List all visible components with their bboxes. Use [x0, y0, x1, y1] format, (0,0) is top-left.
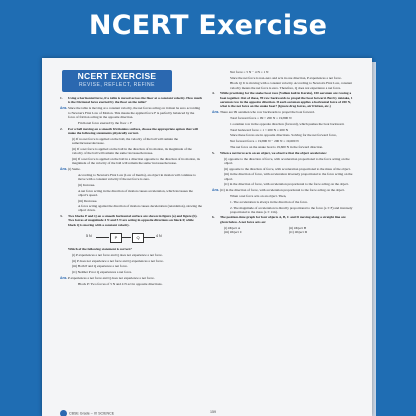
option-item: (i) P experiences a net force and Q does not experience a net force.	[72, 252, 163, 257]
option-item: (iv) in the direction of force, with acceleration proportional to the force acting on the object.	[224, 182, 349, 187]
question-text: While practising for the snake boat race (Vallam kali in Kerala), 100 oarsmen are rowing a boat together. Out of these, 99 row backwards to propel the boat forward. But by mistake, 1 oarsman row in the opposite direction. If each oarsman applies a horizontal force of 200 N, what is the net force on the snake boat? (Ignore drag forces, air friction, etc.)	[220, 91, 353, 108]
question-text: Using a horizontal force, if a table is moved across the floor at a constant velocity. How much is the frictional force exerted by the floor on the table?	[68, 96, 203, 105]
question	[60, 127, 202, 135]
explanation-text: According to Newton's First Law (Law of Inertia), an object in motion will continue to move with a constant velocity if the net force is zero.	[78, 173, 196, 182]
answer-text: P experiences a net force and Q does not experience a net force.	[68, 275, 155, 280]
exercise-heading-subtitle: REVISE, REFLECT, REFINE	[79, 82, 155, 88]
force-label-right: 4 N	[156, 233, 162, 238]
connector-line	[121, 237, 131, 238]
answer	[60, 106, 202, 119]
option-item: (iii) If a net force is applied on the ball in a direction opposite to the direction of its motion, its magnitude of the velocity of the ball will remain the same/ increase/decrease.	[72, 156, 200, 166]
option-item: (iv) Object D	[289, 230, 308, 235]
explanation-text: Total forward force = 99 × 200 N = 19,800 N	[230, 116, 292, 121]
block-p: P	[110, 233, 122, 243]
footer-book-title: CBSE Grade – IX SCIENCE	[69, 411, 115, 416]
explanation-text: Net force = 5 N − 4 N = 1 N	[230, 70, 269, 74]
question-text: For a ball moving on a smooth frictionless surface, choose the appropriate option that will make the following statements physically correct.	[68, 126, 198, 135]
answer-text: There are 99 oarsmen who row backwards to propel the boat forward.	[220, 110, 315, 115]
explanation-text: Since the net force is non-zero and acts in one direction, P experiences a net force.	[230, 75, 342, 80]
option-item: (iii) in the direction of force, with acceleration inversely proportional to the force acting on the object.	[224, 172, 353, 181]
option-item: (ii) If a net force is applied on the ball in the direction of its motion, its magnitude of the velocity of the ball will remain the same/ increase/decrease.	[72, 147, 192, 156]
option-item: (iii) Object C	[224, 230, 243, 235]
answer-tag: Ans.	[60, 106, 68, 111]
left-column	[60, 96, 202, 288]
explanation-text: Net forward force = 19,800 N − 200 N = 19,600 N	[230, 139, 299, 144]
answer	[60, 276, 202, 280]
answer-tag: Ans.	[60, 166, 68, 171]
question	[212, 151, 354, 155]
explanation-text: The net force on the snake boat is 19,600 N in the forward direction.	[230, 144, 323, 149]
answer	[212, 188, 354, 192]
answer-text: Since the table is moving at a constant velocity, the net forces acting on it must be zero according to Newton's First Law of Motion. This means the applied force F is perfectly balanced by the force of friction acting in the opposite direction.	[68, 106, 201, 119]
option-item: (iv) Neither P nor Q experiences a net force.	[72, 270, 133, 275]
answer	[212, 110, 354, 114]
publisher-logo-icon	[60, 410, 67, 416]
explanation-text: Frictional force exerted by the floor = F	[78, 121, 132, 126]
force-arrow-right	[96, 237, 109, 238]
force-diagram	[78, 230, 202, 244]
question-number: 4.	[212, 91, 215, 96]
force-label-left: 5 N	[86, 233, 92, 238]
option-item: (ii) opposite to the direction of force, with acceleration proportional to the mass of the object.	[224, 166, 351, 171]
explanation-text: A force acting against the direction of motion causes deceleration (retardation), slowing the object down.	[78, 204, 202, 213]
question-text: Two blocks P and Q on a smooth horizontal surface are shown in figure (a) and figure (b). Two forces of magnitude 4 N and 5 N are acting in opposite directions on block P, while block Q is moving with a constant velocity.	[68, 214, 198, 227]
option-item: (i) opposite to the direction of force, with acceleration proportional to the force acting on the object.	[224, 156, 350, 165]
option-item: (ii) P does not experience a net force and Q experiences a net force.	[72, 258, 164, 263]
exercise-heading-title: NCERT EXERCISE	[77, 71, 157, 81]
explanation-text: 2. The magnitude of acceleration is directly proportional to the force (a ∝ F) and inversely proportional to the mass (a ∝ 1/m).	[230, 205, 353, 214]
footer-left	[60, 410, 114, 416]
explanation-text: Total backward force = 1 × 200 N = 200 N	[230, 127, 289, 132]
question-number: 1.	[60, 96, 63, 100]
option-item: (i) Object A	[224, 225, 241, 230]
answer	[60, 167, 202, 171]
question-number: 3.	[60, 214, 63, 219]
force-arrow-left	[144, 237, 155, 238]
explanation-text: 1 oarsman row in the opposite direction (forward), which pushes the boat backward.	[230, 122, 345, 127]
question-number: 2.	[60, 126, 63, 131]
question-text: When a net force acts on an object, we observe that the object accelerates:	[220, 150, 327, 155]
option-item: (iii) Both P and Q experience a net force.	[72, 264, 128, 269]
answer-text: (iv) in the direction of force, with acceleration proportional to the force acting on the object.	[220, 187, 345, 192]
explanation-text: Block P: Two forces of 5 N and 4 N act in opposite directions.	[78, 282, 163, 286]
question-text: The position-time graph for four objects A, B, C and D moving along a straight line are given below. A net force acts on:	[220, 215, 346, 224]
question	[212, 91, 354, 108]
explanation-text: (ii) Increase.	[78, 182, 96, 187]
explanation-text: Since these forces are in opposite directions. Solving for the net forward force,	[230, 133, 337, 138]
question	[60, 96, 202, 104]
page-number: 159	[210, 410, 216, 414]
question	[60, 247, 202, 251]
block-q: Q	[132, 233, 144, 243]
right-column	[212, 70, 354, 236]
exercise-heading	[62, 70, 172, 92]
answer-text: (i) Same.	[68, 166, 81, 171]
answer-tag: Ans.	[212, 187, 220, 192]
explanation-text: 1. The acceleration is always in the direction of the force.	[230, 199, 308, 204]
answer-tag: Ans.	[60, 275, 68, 280]
option-item: (i) If no net force is applied on the ball, the velocity of the ball will remain the same/increase/decrease.	[72, 137, 179, 146]
explanation-text: (iii) Decrease.	[78, 198, 98, 203]
explanation-text: Block Q: It is moving with a constant velocity. According to Newton's First Law, constant velocity means the net force is zero. Therefore, Q does not experience a net force.	[230, 81, 353, 90]
explanation-text: A net force acting in the direction of motion causes acceleration, which increases the object's speed.	[78, 188, 193, 197]
book-page	[42, 58, 372, 416]
question-number: 5.	[212, 150, 215, 155]
question	[60, 214, 202, 227]
question-number	[60, 247, 68, 251]
explanation-text: When a net force acts on an object. Then,	[230, 194, 287, 199]
option-item: (ii) Object B	[289, 225, 307, 230]
question-number: 6.	[212, 215, 215, 220]
banner-title: NCERT Exercise	[88, 10, 328, 41]
options-grid	[212, 226, 354, 234]
answer-tag: Ans.	[212, 110, 220, 115]
question-text: Which of the following statement is correct?	[68, 246, 132, 251]
question	[212, 215, 354, 223]
